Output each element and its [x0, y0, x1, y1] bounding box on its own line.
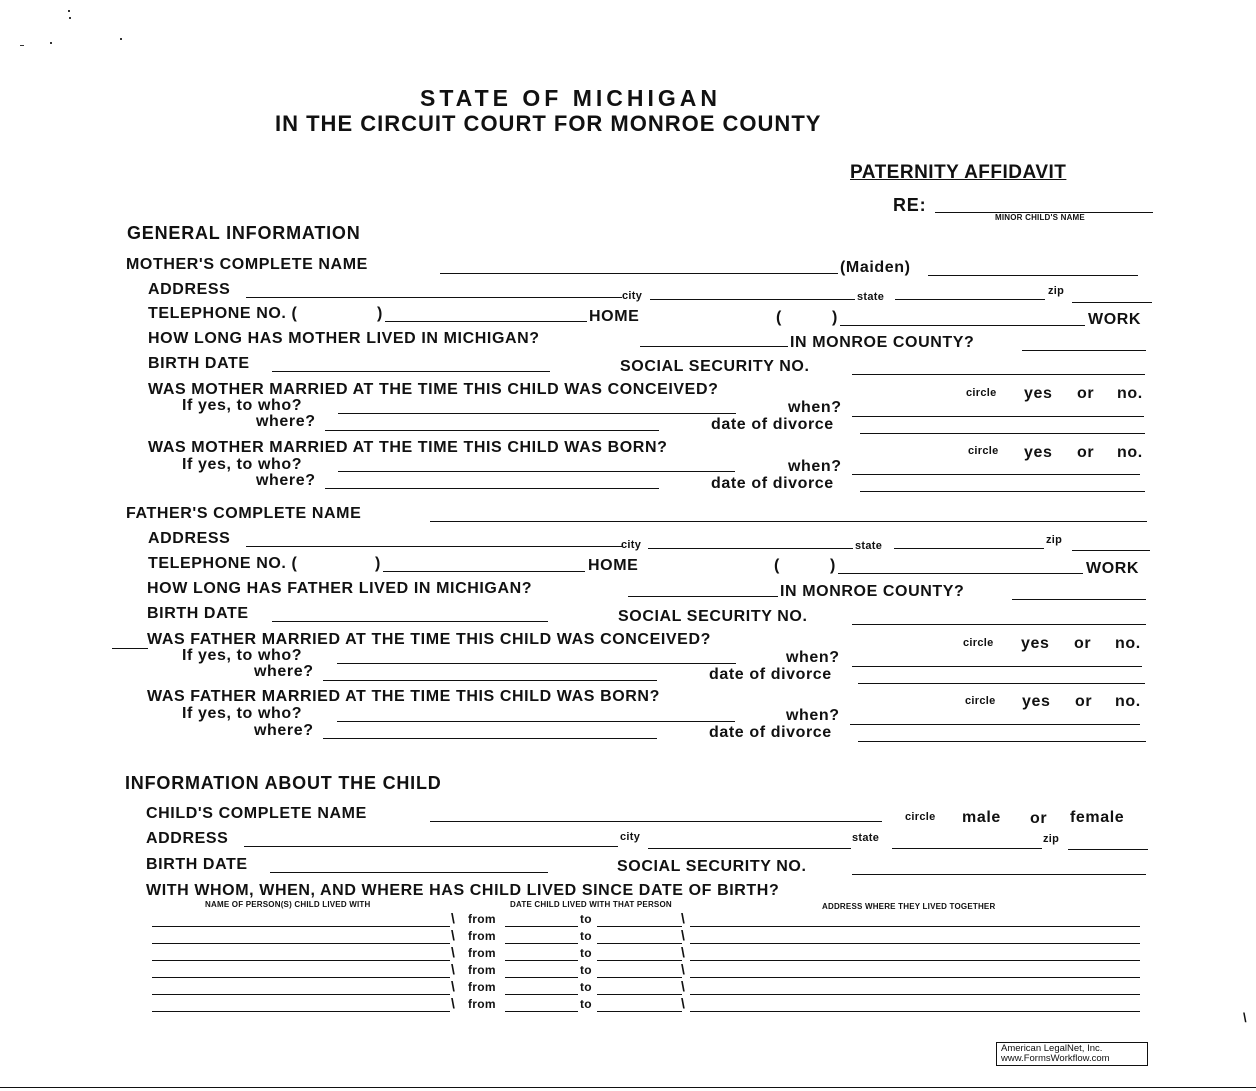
from-label: from: [468, 929, 496, 943]
paren: ): [830, 557, 836, 574]
scan-speck: [68, 10, 70, 12]
paren: (: [776, 309, 782, 326]
mother-address-field[interactable]: [246, 297, 622, 298]
ssn-label: SOCIAL SECURITY NO.: [618, 608, 808, 625]
child-address-field[interactable]: [244, 846, 618, 847]
page-bottom-rule: [0, 1087, 1256, 1088]
or-text: or: [1075, 693, 1093, 710]
father-zip-field[interactable]: [1072, 550, 1150, 551]
or-text: or: [1077, 444, 1095, 461]
father-lived-mi-field[interactable]: [628, 596, 778, 597]
circle-caption: circle: [963, 637, 994, 649]
slash-divider: \: [681, 944, 686, 960]
mother-born-divorce-field[interactable]: [860, 491, 1145, 492]
father-telephone-label: TELEPHONE NO. (: [148, 555, 298, 572]
scan-speck: [50, 42, 52, 44]
ssn-label: SOCIAL SECURITY NO.: [620, 358, 810, 375]
mother-home-phone-field[interactable]: [385, 321, 587, 322]
if-yes-label: If yes, to who?: [182, 705, 303, 722]
date-divorce-label: date of divorce: [709, 724, 832, 741]
slash-divider: \: [451, 995, 456, 1011]
yes-option[interactable]: yes: [1022, 693, 1051, 710]
or-text: or: [1077, 385, 1095, 402]
no-option[interactable]: no.: [1115, 635, 1141, 652]
father-monroe-field[interactable]: [1012, 599, 1146, 600]
child-state-field[interactable]: [892, 848, 1042, 849]
if-yes-label: If yes, to who?: [182, 647, 303, 664]
date-divorce-label: date of divorce: [711, 416, 834, 433]
father-conceived-question: WAS FATHER MARRIED AT THE TIME THIS CHILD WAS CONCEIVED?: [147, 631, 711, 648]
father-conceived-divorce-field[interactable]: [858, 683, 1145, 684]
residence-to-field[interactable]: [597, 1011, 682, 1012]
mother-work-phone-field[interactable]: [840, 325, 1085, 326]
where-label: where?: [254, 663, 314, 680]
mother-city-field[interactable]: [650, 299, 855, 300]
circle-caption: circle: [966, 387, 997, 399]
or-text: or: [1030, 810, 1048, 827]
mother-conceived-divorce-field[interactable]: [860, 433, 1145, 434]
minor-child-caption: MINOR CHILD'S NAME: [995, 213, 1085, 222]
yes-option[interactable]: yes: [1024, 385, 1053, 402]
residence-from-field[interactable]: [505, 994, 578, 995]
where-label: where?: [254, 722, 314, 739]
home-label: HOME: [588, 557, 639, 574]
to-label: to: [580, 929, 592, 943]
scan-speck: [69, 17, 71, 19]
where-label: where?: [256, 413, 316, 430]
mother-birth-date-field[interactable]: [272, 371, 550, 372]
residence-to-field[interactable]: [597, 960, 682, 961]
city-caption: city: [622, 290, 643, 302]
from-label: from: [468, 946, 496, 960]
state-caption: state: [852, 832, 880, 844]
paren: (: [774, 557, 780, 574]
city-caption: city: [621, 539, 642, 551]
yes-option[interactable]: yes: [1021, 635, 1050, 652]
publisher-name: American LegalNet, Inc.: [1001, 1043, 1103, 1054]
where-label: where?: [256, 472, 316, 489]
slash-divider: \: [451, 944, 456, 960]
or-text: or: [1074, 635, 1092, 652]
slash-divider: \: [681, 961, 686, 977]
child-zip-field[interactable]: [1068, 849, 1148, 850]
residence-from-field[interactable]: [505, 977, 578, 978]
father-work-phone-field[interactable]: [838, 573, 1083, 574]
monroe-label: IN MONROE COUNTY?: [780, 583, 965, 600]
male-option[interactable]: male: [962, 809, 1001, 826]
slash-divider: \: [451, 961, 456, 977]
residence-person-field[interactable]: [152, 1011, 450, 1012]
child-address-label: ADDRESS: [146, 830, 229, 847]
mother-conceived-where-field[interactable]: [325, 430, 659, 431]
child-name-field[interactable]: [430, 821, 882, 822]
residence-address-field[interactable]: [690, 994, 1140, 995]
child-info-heading: INFORMATION ABOUT THE CHILD: [125, 773, 442, 793]
if-yes-label: If yes, to who?: [182, 456, 303, 473]
residence-person-field[interactable]: [152, 994, 450, 995]
to-label: to: [580, 997, 592, 1011]
court-title: IN THE CIRCUIT COURT FOR MONROE COUNTY: [275, 111, 822, 136]
slash-divider: \: [681, 995, 686, 1011]
father-born-divorce-field[interactable]: [858, 741, 1146, 742]
mother-address-label: ADDRESS: [148, 281, 231, 298]
residence-from-field[interactable]: [505, 943, 578, 944]
general-info-heading: GENERAL INFORMATION: [127, 223, 361, 243]
from-label: from: [468, 963, 496, 977]
to-label: to: [580, 912, 592, 926]
from-label: from: [468, 912, 496, 926]
mother-state-field[interactable]: [895, 299, 1045, 300]
state-title: STATE OF MICHIGAN: [420, 85, 721, 111]
mother-name-field[interactable]: [440, 273, 838, 274]
when-label: when?: [788, 458, 842, 475]
no-option[interactable]: no.: [1117, 385, 1143, 402]
father-lived-mi-label: HOW LONG HAS FATHER LIVED IN MICHIGAN?: [147, 580, 533, 597]
female-option[interactable]: female: [1070, 809, 1125, 826]
ssn-label: SOCIAL SECURITY NO.: [617, 858, 807, 875]
slash-divider: \: [681, 927, 686, 943]
city-caption: city: [620, 831, 641, 843]
paren: ): [832, 309, 838, 326]
father-city-field[interactable]: [648, 548, 853, 549]
slash-divider: \: [451, 910, 456, 926]
mother-lived-mi-label: HOW LONG HAS MOTHER LIVED IN MICHIGAN?: [148, 330, 540, 347]
date-divorce-label: date of divorce: [709, 666, 832, 683]
father-address-field[interactable]: [246, 546, 622, 547]
from-label: from: [468, 997, 496, 1011]
residence-address-field[interactable]: [690, 943, 1140, 944]
home-label: HOME: [589, 308, 640, 325]
maiden-label: (Maiden): [840, 259, 911, 276]
residence-person-field[interactable]: [152, 960, 450, 961]
father-born-when-field[interactable]: [850, 724, 1140, 725]
work-label: WORK: [1088, 311, 1142, 328]
father-conceived-who-field[interactable]: [337, 663, 736, 664]
residence-person-field[interactable]: [152, 943, 450, 944]
residence-to-field[interactable]: [597, 943, 682, 944]
scan-speck: [20, 45, 24, 46]
father-born-who-field[interactable]: [337, 721, 735, 722]
form-title: PATERNITY AFFIDAVIT: [850, 162, 1067, 183]
child-name-label: CHILD'S COMPLETE NAME: [146, 805, 367, 822]
circle-caption: circle: [968, 445, 999, 457]
mother-telephone-label: TELEPHONE NO. (: [148, 305, 298, 322]
from-label: from: [468, 980, 496, 994]
child-ssn-field[interactable]: [852, 874, 1146, 875]
date-divorce-label: date of divorce: [711, 475, 834, 492]
state-caption: state: [855, 540, 883, 552]
zip-caption: zip: [1048, 285, 1065, 297]
father-birth-date-label: BIRTH DATE: [147, 605, 249, 622]
father-born-question: WAS FATHER MARRIED AT THE TIME THIS CHILD WAS BORN?: [147, 688, 660, 705]
stray-line: [112, 648, 148, 649]
residence-address-field[interactable]: [690, 960, 1140, 961]
paren: ): [375, 555, 381, 572]
publisher-site: www.FormsWorkflow.com: [1001, 1053, 1110, 1064]
child-birth-date-field[interactable]: [270, 872, 548, 873]
father-birth-date-field[interactable]: [272, 621, 548, 622]
scan-mark: \: [1243, 1010, 1248, 1025]
mother-lived-mi-field[interactable]: [640, 346, 788, 347]
father-born-where-field[interactable]: [323, 738, 657, 739]
circle-caption: circle: [965, 695, 996, 707]
state-caption: state: [857, 291, 885, 303]
mother-born-question: WAS MOTHER MARRIED AT THE TIME THIS CHILD WAS BORN?: [148, 439, 668, 456]
when-label: when?: [786, 707, 840, 724]
scan-speck: [120, 38, 122, 40]
mother-born-who-field[interactable]: [338, 471, 735, 472]
mother-ssn-field[interactable]: [852, 374, 1145, 375]
to-label: to: [580, 980, 592, 994]
when-label: when?: [786, 649, 840, 666]
residence-from-field[interactable]: [505, 1011, 578, 1012]
father-conceived-where-field[interactable]: [323, 680, 657, 681]
residence-from-field[interactable]: [505, 926, 578, 927]
father-state-field[interactable]: [894, 548, 1044, 549]
paren: ): [377, 305, 383, 322]
col-address-caption: ADDRESS WHERE THEY LIVED TOGETHER: [822, 902, 996, 911]
slash-divider: \: [681, 978, 686, 994]
residence-from-field[interactable]: [505, 960, 578, 961]
father-name-field[interactable]: [430, 521, 1147, 522]
monroe-label: IN MONROE COUNTY?: [790, 334, 975, 351]
slash-divider: \: [681, 910, 686, 926]
child-birth-date-label: BIRTH DATE: [146, 856, 248, 873]
residence-address-field[interactable]: [690, 1011, 1140, 1012]
publisher-box: [996, 1042, 1148, 1066]
if-yes-label: If yes, to who?: [182, 397, 303, 414]
mother-born-where-field[interactable]: [325, 488, 659, 489]
mother-conceived-question: WAS MOTHER MARRIED AT THE TIME THIS CHILD WAS CONCEIVED?: [148, 381, 719, 398]
residence-to-field[interactable]: [597, 926, 682, 927]
col-persons-caption: NAME OF PERSON(S) CHILD LIVED WITH: [205, 900, 371, 909]
yes-option[interactable]: yes: [1024, 444, 1053, 461]
mother-birth-date-label: BIRTH DATE: [148, 355, 250, 372]
child-city-field[interactable]: [648, 848, 851, 849]
no-option[interactable]: no.: [1117, 444, 1143, 461]
no-option[interactable]: no.: [1115, 693, 1141, 710]
child-lived-question: WITH WHOM, WHEN, AND WHERE HAS CHILD LIVED SINCE DATE OF BIRTH?: [146, 882, 780, 899]
mother-zip-field[interactable]: [1072, 302, 1152, 303]
circle-caption: circle: [905, 811, 936, 823]
slash-divider: \: [451, 927, 456, 943]
zip-caption: zip: [1043, 833, 1060, 845]
mother-maiden-field[interactable]: [928, 275, 1138, 276]
to-label: to: [580, 946, 592, 960]
mother-born-when-field[interactable]: [852, 474, 1140, 475]
mother-conceived-when-field[interactable]: [852, 416, 1144, 417]
residence-to-field[interactable]: [597, 977, 682, 978]
work-label: WORK: [1086, 560, 1140, 577]
residence-address-field[interactable]: [690, 977, 1140, 978]
re-label: RE:: [893, 195, 927, 215]
father-home-phone-field[interactable]: [383, 571, 585, 572]
father-conceived-when-field[interactable]: [852, 666, 1142, 667]
mother-conceived-who-field[interactable]: [338, 413, 736, 414]
residence-person-field[interactable]: [152, 926, 450, 927]
father-name-label: FATHER'S COMPLETE NAME: [126, 505, 362, 522]
residence-to-field[interactable]: [597, 994, 682, 995]
to-label: to: [580, 963, 592, 977]
father-ssn-field[interactable]: [852, 624, 1146, 625]
residence-address-field[interactable]: [690, 926, 1140, 927]
slash-divider: \: [451, 978, 456, 994]
mother-name-label: MOTHER'S COMPLETE NAME: [126, 256, 368, 273]
col-date-caption: DATE CHILD LIVED WITH THAT PERSON: [510, 900, 672, 909]
father-address-label: ADDRESS: [148, 530, 231, 547]
residence-person-field[interactable]: [152, 977, 450, 978]
when-label: when?: [788, 399, 842, 416]
zip-caption: zip: [1046, 534, 1063, 546]
mother-monroe-field[interactable]: [1022, 350, 1146, 351]
